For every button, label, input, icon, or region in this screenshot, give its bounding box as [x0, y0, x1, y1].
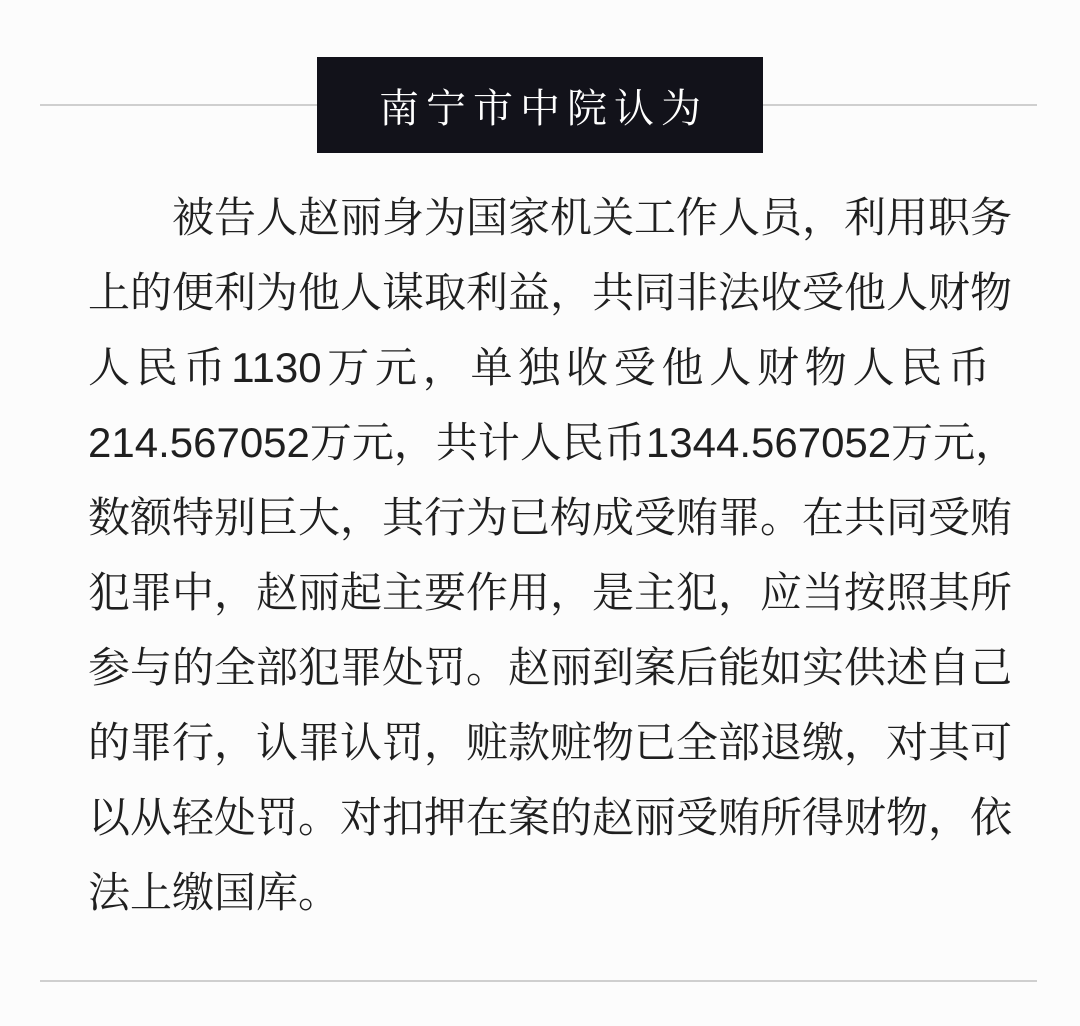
paragraph-line: 被告人赵丽身为国家机关工作人员，利用职务 — [172, 194, 1013, 241]
paragraph-line: 人民币1130万元，单独收受他人财物人民币 — [88, 344, 990, 391]
paragraph-line: 以从轻处罚。对扣押在案的赵丽受贿所得财物，依 — [88, 794, 1013, 841]
paragraph-line: 上的便利为他人谋取利益，共同非法收受他人财物 — [88, 269, 1013, 316]
bottom-divider — [40, 980, 1037, 982]
paragraph-line: 参与的全部犯罪处罚。赵丽到案后能如实供述自己 — [88, 644, 1013, 691]
paragraph-line: 犯罪中，赵丽起主要作用，是主犯，应当按照其所 — [88, 569, 1013, 616]
paragraph-line: 的罪行，认罪认罚，赃款赃物已全部退缴，对其可 — [88, 719, 1013, 766]
section-header-box — [317, 57, 763, 153]
paragraph-line: 法上缴国库。 — [88, 869, 341, 916]
verdict-paragraph — [88, 180, 1018, 930]
paragraph-line: 214.567052万元，共计人民币1344.567052万元， — [88, 419, 1018, 466]
section-title: 南宁市中院认为 — [379, 86, 708, 131]
paragraph-line: 数额特别巨大，其行为已构成受贿罪。在共同受贿 — [88, 494, 1013, 541]
